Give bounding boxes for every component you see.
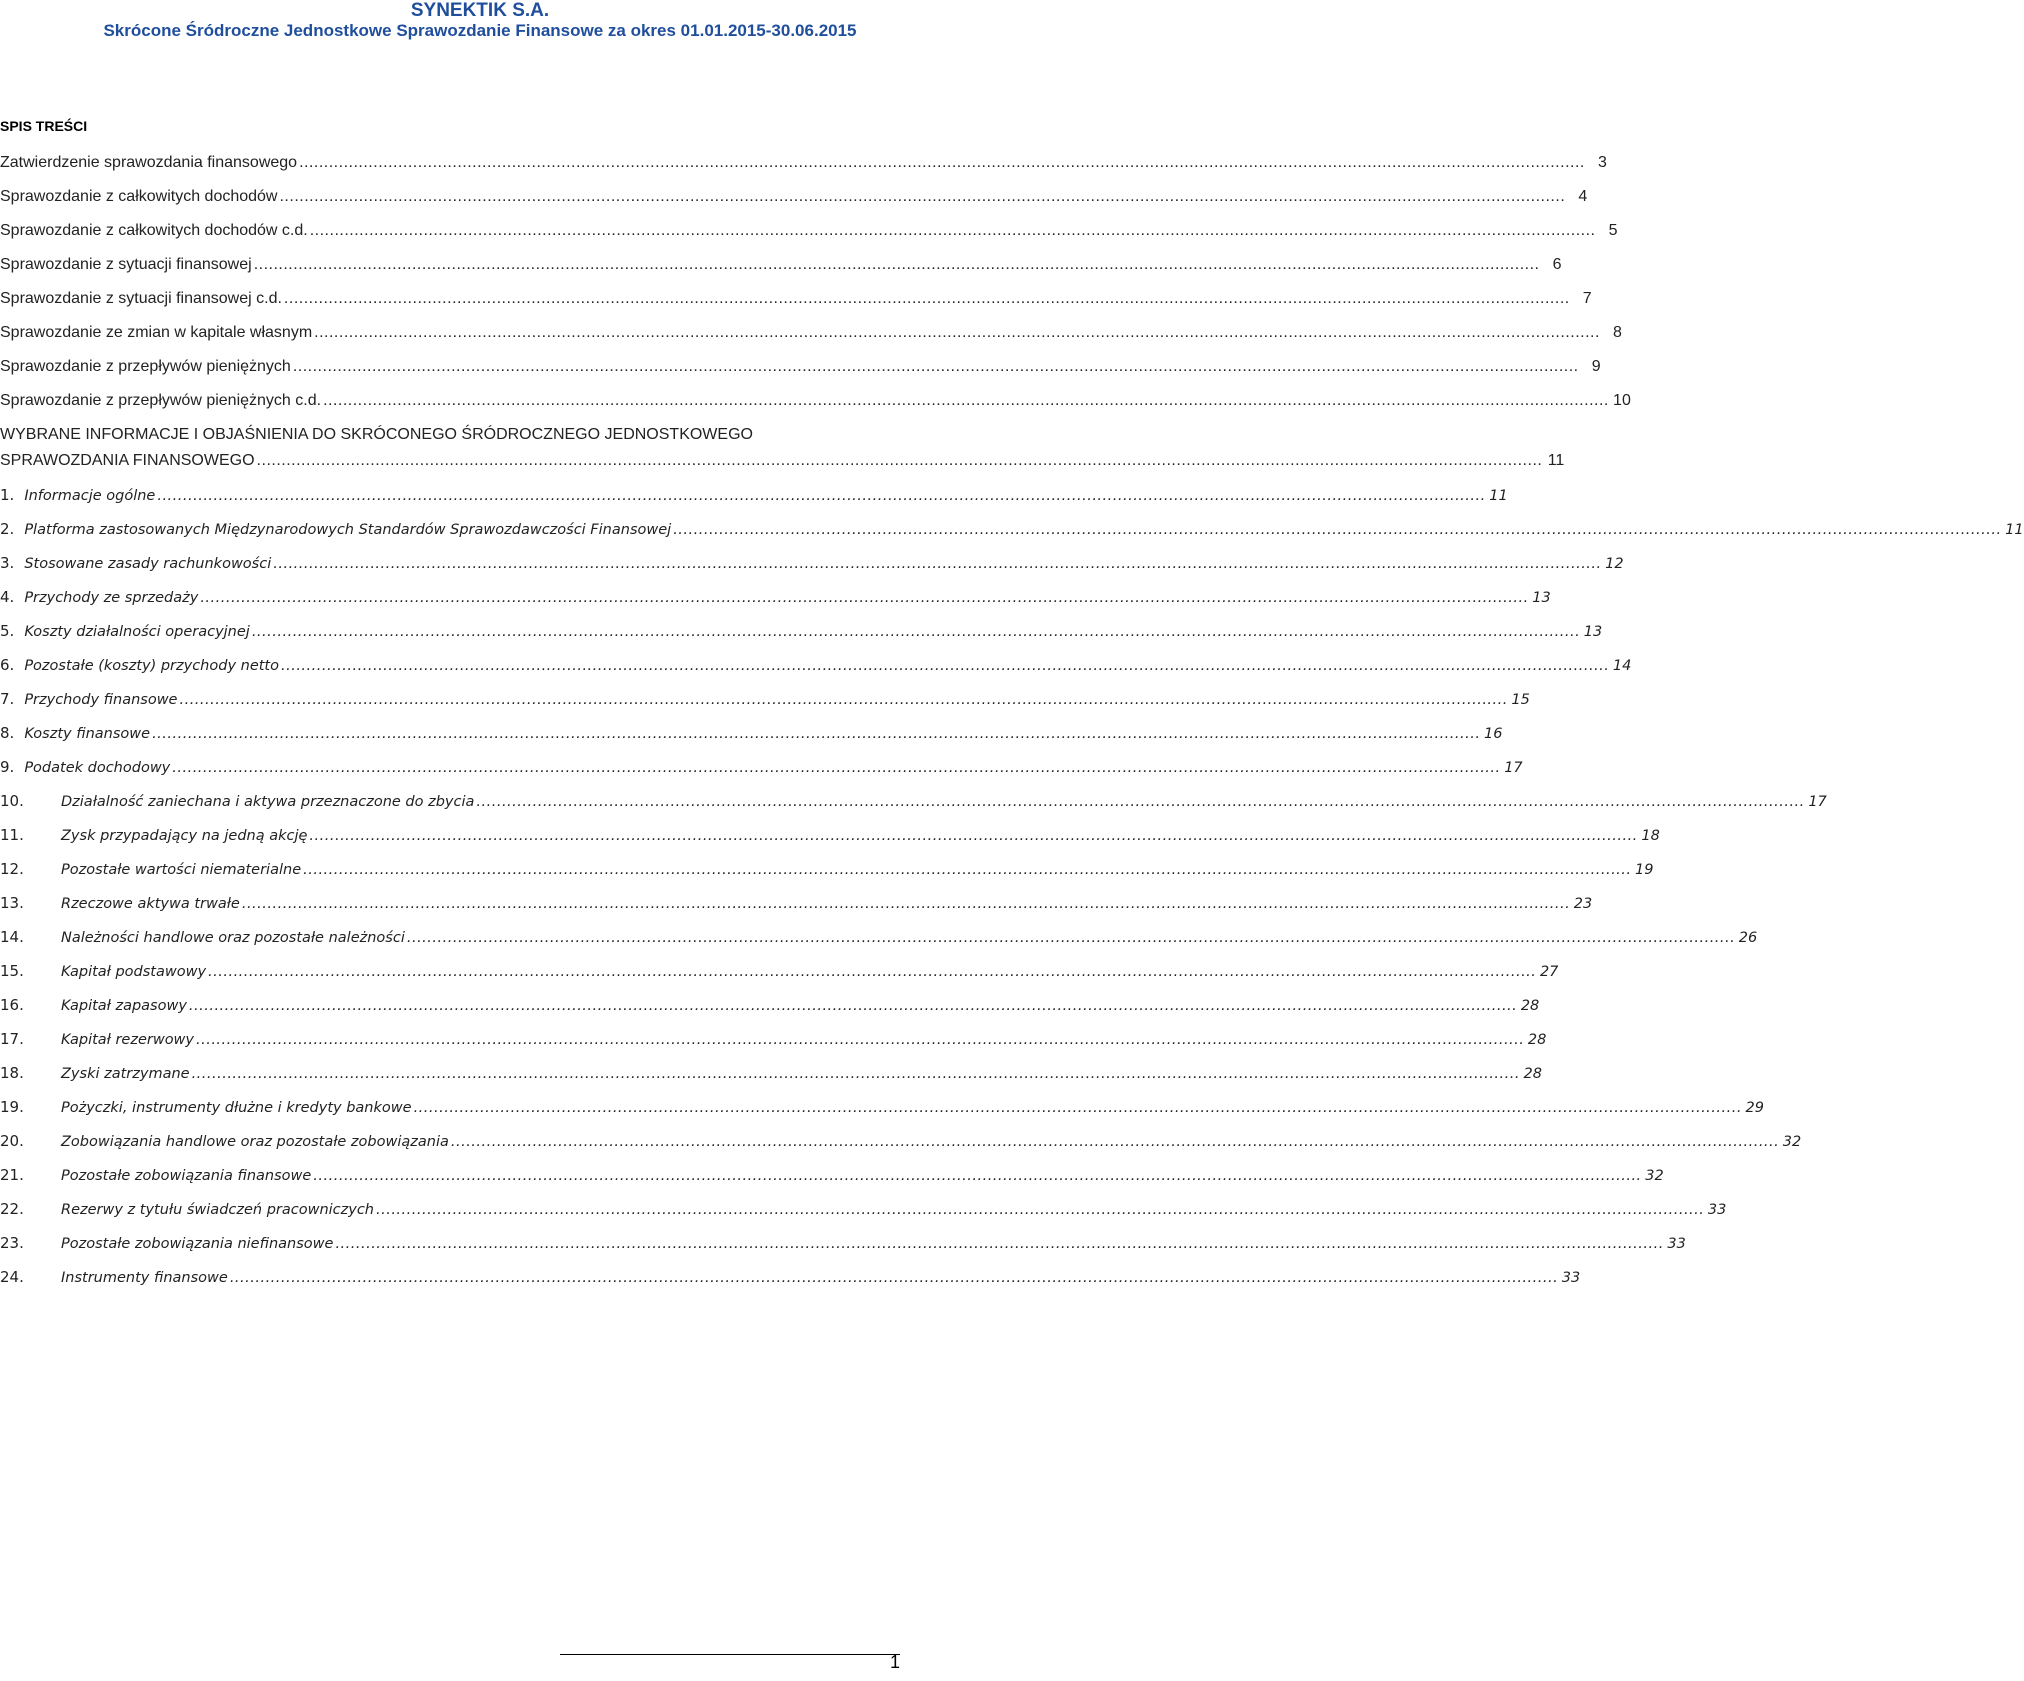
toc-note-label: Koszty finansowe	[24, 726, 151, 742]
toc-note-number: 15.	[0, 962, 24, 980]
toc-note-entry[interactable]	[0, 686, 1530, 720]
toc-leader-dots: ....................................................................................................................................................................................................................................................................	[241, 896, 1571, 912]
toc-page-number: 14	[1612, 658, 1632, 674]
toc-leader-dots: ....................................................................................................................................................................................................................................................................	[376, 1202, 1705, 1218]
toc-entry-label: Sprawozdanie z przepływów pieniężnych c.d.	[0, 392, 322, 409]
toc-note-entry[interactable]	[0, 618, 1603, 652]
toc-note-label: Platforma zastosowanych Międzynarodowych Standardów Sprawozdawczości Finansowej	[24, 522, 672, 538]
toc-note-number: 4.	[0, 588, 15, 606]
toc-page-number: 23	[1573, 896, 1593, 912]
toc-note-label: Podatek dochodowy	[24, 760, 171, 776]
toc-leader-dots: ....................................................................................................................................................................................................................................................................	[191, 1066, 1520, 1082]
toc-note-number: 5.	[0, 622, 15, 640]
toc-entry-label: Sprawozdanie ze zmian w kapitale własnym	[0, 324, 313, 341]
toc-page-number: 33	[1707, 1202, 1727, 1218]
toc-page-number: 7	[1582, 290, 1592, 307]
toc-note-number: 2.	[0, 520, 15, 538]
toc-note-number: 14.	[0, 928, 24, 946]
toc-section-line2: SPRAWOZDANIA FINANSOWEGO	[0, 452, 255, 469]
toc-note-label: Koszty działalności operacyjnej	[24, 624, 250, 640]
toc-note-label: Pozostałe zobowiązania niefinansowe	[61, 1236, 334, 1252]
toc-note-label: Pozostałe wartości niematerialne	[61, 862, 302, 878]
toc-page-number: 32	[1645, 1168, 1664, 1184]
toc-leader-dots: ....................................................................................................................................................................................................................................................................	[253, 256, 1540, 273]
toc-note-number: 10.	[0, 792, 24, 810]
toc-note-label: Kapitał zapasowy	[61, 998, 187, 1014]
toc-note-label: Zysk przypadający na jedną akcję	[61, 828, 308, 844]
toc-note-label: Pożyczki, instrumenty dłużne i kredyty bankowe	[61, 1100, 412, 1116]
toc-title: SPIS TREŚCI	[0, 118, 88, 134]
toc-leader-dots: ....................................................................................................................................................................................................................................................................	[323, 392, 1609, 409]
toc-note-number: 3.	[0, 554, 15, 572]
toc-entry-label: Sprawozdanie z przepływów pieniężnych	[0, 358, 291, 375]
toc-entry[interactable]	[0, 388, 1631, 422]
toc-page-number: 13	[1532, 590, 1551, 606]
toc-note-number: 21.	[0, 1166, 24, 1184]
toc-leader-dots: ....................................................................................................................................................................................................................................................................	[335, 1236, 1664, 1252]
toc-note-entry[interactable]	[0, 1264, 1581, 1298]
toc-note-entry[interactable]	[0, 788, 1827, 822]
toc-page-number: 16	[1483, 726, 1503, 742]
toc-entry-label: Sprawozdanie z całkowitych dochodów	[0, 188, 278, 205]
toc-page-number: 19	[1635, 862, 1654, 878]
toc-top-group	[0, 150, 1631, 422]
toc-page-number: 33	[1667, 1236, 1686, 1252]
toc-note-entry[interactable]	[0, 992, 1540, 1026]
toc-note-label: Kapitał rezerwowy	[61, 1032, 194, 1048]
page-header	[0, 0, 960, 42]
toc-entry-label: Zatwierdzenie sprawozdania finansowego	[0, 154, 298, 171]
toc-note-label: Instrumenty finansowe	[61, 1270, 228, 1286]
toc-note-entry[interactable]	[0, 924, 1758, 958]
toc-note-label: Zyski zatrzymane	[61, 1066, 190, 1082]
toc-note-entry[interactable]	[0, 890, 1593, 924]
toc-note-entry[interactable]	[0, 958, 1559, 992]
toc-leader-dots: ....................................................................................................................................................................................................................................................................	[229, 1270, 1559, 1286]
toc-page-number: 10	[1613, 392, 1631, 409]
toc-note-number: 17.	[0, 1030, 24, 1048]
toc-note-label: Kapitał podstawowy	[61, 964, 207, 980]
toc-leader-dots: ....................................................................................................................................................................................................................................................................	[309, 222, 1596, 239]
toc-leader-dots: ....................................................................................................................................................................................................................................................................	[476, 794, 1805, 810]
toc-note-entry[interactable]	[0, 1196, 1727, 1230]
toc-note-label: Pozostałe zobowiązania finansowe	[61, 1168, 312, 1184]
toc-note-entry[interactable]	[0, 516, 2024, 550]
toc-leader-dots: ....................................................................................................................................................................................................................................................................	[188, 998, 1518, 1014]
toc-leader-dots: ....................................................................................................................................................................................................................................................................	[283, 290, 1570, 307]
toc-leader-dots: ....................................................................................................................................................................................................................................................................	[208, 964, 1537, 980]
toc-page-number: 4	[1578, 188, 1588, 205]
toc-note-entry[interactable]	[0, 550, 1624, 584]
toc-page-number: 11	[1547, 452, 1565, 469]
toc-leader-dots: ....................................................................................................................................................................................................................................................................	[281, 658, 1610, 674]
toc-note-number: 20.	[0, 1132, 24, 1150]
toc-note-label: Stosowane zasady rachunkowości	[24, 556, 272, 572]
toc-page-number: 13	[1583, 624, 1603, 640]
toc-leader-dots: ....................................................................................................................................................................................................................................................................	[292, 358, 1579, 375]
toc-leader-dots: ....................................................................................................................................................................................................................................................................	[172, 760, 1501, 776]
toc-page-number: 27	[1539, 964, 1559, 980]
toc-leader-dots: ....................................................................................................................................................................................................................................................................	[157, 488, 1486, 504]
toc-note-entry[interactable]	[0, 1162, 1664, 1196]
toc-note-entry[interactable]	[0, 584, 1551, 618]
toc-entry-label: Sprawozdanie z całkowitych dochodów c.d.	[0, 222, 308, 239]
toc-leader-dots: ....................................................................................................................................................................................................................................................................	[303, 862, 1632, 878]
toc-note-number: 22.	[0, 1200, 24, 1218]
toc-note-entry[interactable]	[0, 1094, 1764, 1128]
toc-page-number: 12	[1605, 556, 1624, 572]
toc-leader-dots: ....................................................................................................................................................................................................................................................................	[314, 324, 1600, 341]
toc-entry[interactable]	[0, 252, 1562, 286]
toc-page-number: 18	[1641, 828, 1660, 844]
toc-page-number: 11	[2005, 522, 2024, 538]
toc-note-label: Przychody ze sprzedaży	[24, 590, 199, 606]
toc-note-entry[interactable]	[0, 1128, 1802, 1162]
toc-note-number: 6.	[0, 656, 15, 674]
toc-note-number: 24.	[0, 1268, 24, 1286]
toc-leader-dots: ....................................................................................................................................................................................................................................................................	[279, 188, 1566, 205]
toc-entry[interactable]	[0, 320, 1622, 354]
page-number: 1	[889, 1652, 900, 1672]
toc-page-number: 9	[1591, 358, 1601, 375]
toc-page-number: 5	[1608, 222, 1618, 239]
toc-note-number: 18.	[0, 1064, 24, 1082]
toc-page-number: 8	[1613, 324, 1622, 341]
toc-page-number: 28	[1520, 998, 1540, 1014]
toc-page-number: 3	[1597, 154, 1607, 171]
toc-leader-dots: ....................................................................................................................................................................................................................................................................	[413, 1100, 1742, 1116]
toc-notes-group	[0, 482, 2024, 1298]
report-subtitle: Skrócone Śródroczne Jednostkowe Sprawozdanie Finansowe za okres 01.01.2015-30.06.2015	[103, 21, 857, 40]
toc-entry[interactable]	[0, 150, 1607, 184]
toc-note-number: 8.	[0, 724, 15, 742]
toc-note-number: 9.	[0, 758, 15, 776]
toc-page-number: 11	[1489, 488, 1508, 504]
toc-note-entry[interactable]	[0, 754, 1523, 788]
toc-entry-label: Sprawozdanie z sytuacji finansowej c.d.	[0, 290, 282, 307]
toc-note-entry[interactable]	[0, 720, 1503, 754]
toc-note-entry[interactable]	[0, 652, 1632, 686]
toc-leader-dots: ....................................................................................................................................................................................................................................................................	[309, 828, 1638, 844]
toc-page-number: 6	[1552, 256, 1562, 273]
toc-note-number: 13.	[0, 894, 24, 912]
toc-note-entry[interactable]	[0, 822, 1660, 856]
footer-rule	[560, 1654, 900, 1655]
toc-page-number: 29	[1745, 1100, 1764, 1116]
company-name: SYNEKTIK S.A.	[410, 0, 550, 21]
toc-page-number: 17	[1504, 760, 1523, 776]
toc-leader-dots: ....................................................................................................................................................................................................................................................................	[273, 556, 1602, 572]
toc-leader-dots: ....................................................................................................................................................................................................................................................................	[152, 726, 1481, 742]
toc-note-number: 1.	[0, 486, 15, 504]
toc-note-entry[interactable]	[0, 1060, 1542, 1094]
toc-page-number: 26	[1738, 930, 1758, 946]
toc-section-entry[interactable]	[0, 422, 1565, 482]
toc-note-number: 16.	[0, 996, 24, 1014]
toc-entry-label: Sprawozdanie z sytuacji finansowej	[0, 256, 252, 273]
toc-entry[interactable]	[0, 218, 1618, 252]
toc-page-number: 15	[1511, 692, 1530, 708]
toc-note-entry[interactable]	[0, 482, 1508, 516]
toc-section-line1: WYBRANE INFORMACJE I OBJAŚNIENIA DO SKRÓCONEGO ŚRÓDROCZNEGO JEDNOSTKOWEGO	[0, 426, 753, 443]
toc-page-number: 17	[1808, 794, 1827, 810]
toc-note-number: 19.	[0, 1098, 24, 1116]
toc-note-label: Informacje ogólne	[24, 488, 156, 504]
toc-note-label: Należności handlowe oraz pozostałe należności	[61, 930, 405, 946]
toc-leader-dots: ....................................................................................................................................................................................................................................................................	[179, 692, 1508, 708]
toc-leader-dots: ....................................................................................................................................................................................................................................................................	[450, 1134, 1780, 1150]
toc-leader-dots: ....................................................................................................................................................................................................................................................................	[406, 930, 1736, 946]
toc-leader-dots: ....................................................................................................................................................................................................................................................................	[196, 1032, 1525, 1048]
table-of-contents	[0, 150, 2024, 1298]
toc-leader-dots: ....................................................................................................................................................................................................................................................................	[299, 154, 1585, 171]
toc-page-number: 28	[1523, 1066, 1542, 1082]
toc-note-label: Zobowiązania handlowe oraz pozostałe zobowiązania	[61, 1134, 449, 1150]
toc-page-number: 28	[1527, 1032, 1547, 1048]
toc-note-label: Rzeczowe aktywa trwałe	[61, 896, 240, 912]
toc-note-label: Przychody finansowe	[24, 692, 178, 708]
toc-entry[interactable]	[0, 286, 1592, 320]
toc-note-number: 23.	[0, 1234, 24, 1252]
toc-note-number: 12.	[0, 860, 24, 878]
toc-leader-dots: ....................................................................................................................................................................................................................................................................	[200, 590, 1529, 606]
toc-page-number: 33	[1561, 1270, 1581, 1286]
toc-note-number: 7.	[0, 690, 15, 708]
toc-note-label: Rezerwy z tytułu świadczeń pracowniczych	[61, 1202, 374, 1218]
toc-note-label: Pozostałe (koszty) przychody netto	[24, 658, 279, 674]
toc-page-number: 32	[1782, 1134, 1802, 1150]
toc-note-entry[interactable]	[0, 856, 1654, 890]
toc-note-entry[interactable]	[0, 1230, 1686, 1264]
toc-entry[interactable]	[0, 184, 1588, 218]
toc-entry[interactable]	[0, 354, 1601, 388]
toc-note-label: Działalność zaniechana i aktywa przeznaczone do zbycia	[61, 794, 475, 810]
toc-leader-dots: ....................................................................................................................................................................................................................................................................	[313, 1168, 1642, 1184]
toc-note-number: 11.	[0, 826, 24, 844]
toc-note-entry[interactable]	[0, 1026, 1547, 1060]
toc-leader-dots: ....................................................................................................................................................................................................................................................................	[251, 624, 1581, 640]
toc-leader-dots: ....................................................................................................................................................................................................................................................................	[256, 452, 1543, 469]
toc-leader-dots: ....................................................................................................................................................................................................................................................................	[673, 522, 2002, 538]
